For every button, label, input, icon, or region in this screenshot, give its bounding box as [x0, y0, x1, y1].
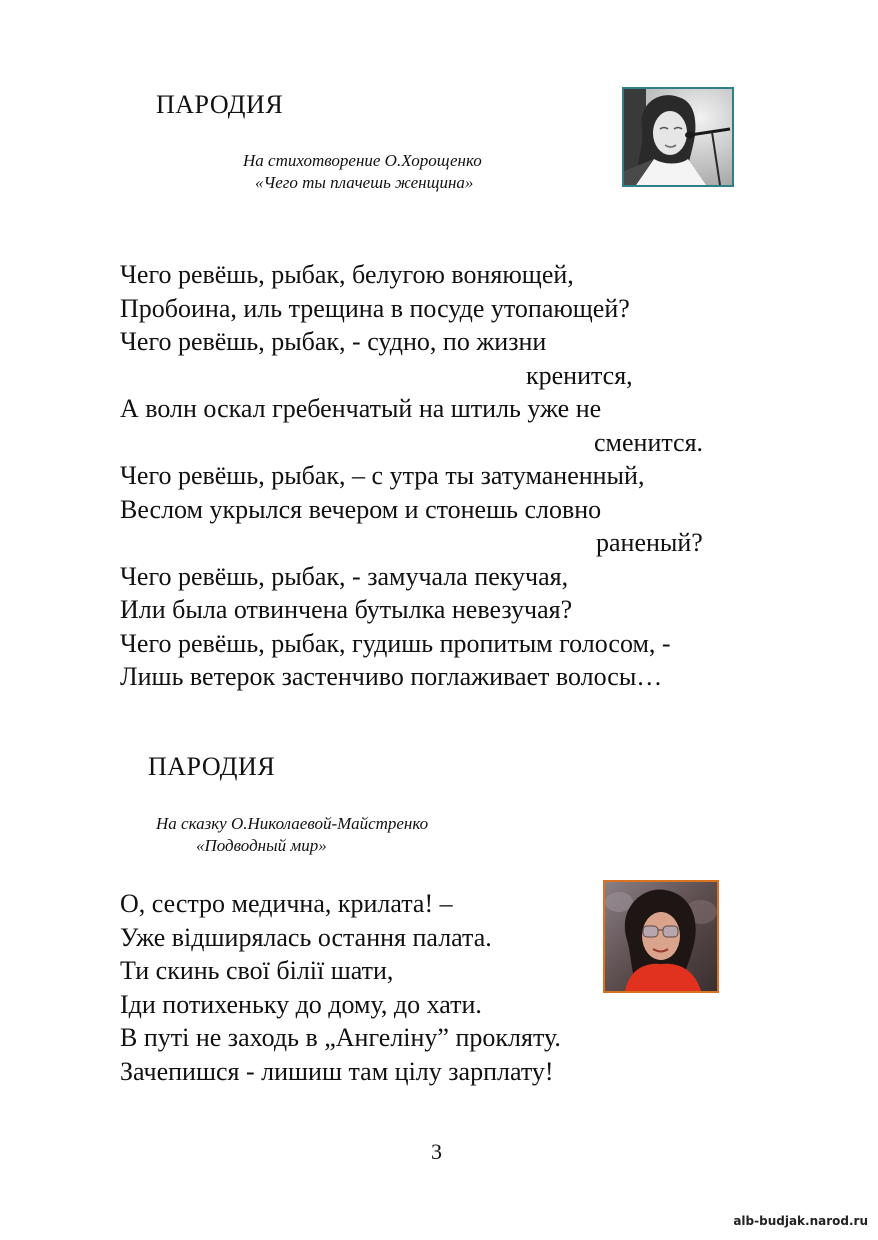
- parody2-subtitle-line1: На сказку О.Николаевой-Майстренко: [156, 814, 429, 833]
- verse-line: Чего ревёшь, рыбак, - судно, по жизни: [120, 327, 547, 356]
- parody1-verse: [120, 258, 780, 694]
- verse-line: Пробоина, иль трещина в посуде утопающей?: [120, 293, 630, 323]
- verse-line: О, сестро медична, крилата! –: [120, 889, 453, 918]
- verse-line: А волн оскал гребенчатый на штиль уже не: [120, 394, 602, 423]
- verse-line: Чего ревёшь, рыбак, - замучала пекучая,: [120, 561, 569, 591]
- parody2-verse: [120, 887, 660, 1088]
- portrait-woman-microphone-image: [624, 89, 732, 185]
- verse-line: Чего ревёшь, рыбак, – с утра ты затуманенный,: [120, 461, 645, 490]
- parody1-subtitle: [243, 150, 482, 194]
- parody1-title: ПАРОДИЯ: [156, 90, 284, 119]
- verse-line: сменится.: [594, 427, 704, 457]
- parody1-subtitle-line1: На стихотворение О.Хорощенко: [243, 151, 482, 170]
- verse-line: раненый?: [596, 528, 703, 557]
- verse-line: Зачепишся - лишиш там цілу зарплату!: [120, 1056, 554, 1086]
- parody1-subtitle-line2: «Чего ты плачешь женщина»: [255, 173, 474, 192]
- verse-line: Ти скинь свої білії шати,: [120, 956, 394, 985]
- verse-line: Или была отвинчена бутылка невезучая?: [120, 595, 573, 624]
- verse-line: Чего ревёшь, рыбак, гудишь пропитым голосом, -: [120, 628, 671, 658]
- verse-line: Веслом укрылся вечером и стонешь словно: [120, 494, 602, 524]
- verse-line: В путі не заходь в „Ангеліну” прокляту.: [120, 1023, 561, 1052]
- verse-line: кренится,: [526, 360, 633, 390]
- verse-line: Лишь ветерок застенчиво поглаживает волосы…: [120, 662, 663, 691]
- site-watermark: alb-budjak.narod.ru: [733, 1214, 868, 1228]
- parody2-title: ПАРОДИЯ: [148, 752, 276, 781]
- page-number: 3: [431, 1139, 442, 1164]
- verse-line: Іди потихеньку до дому, до хати.: [120, 989, 482, 1019]
- verse-line: Чего ревёшь, рыбак, белугою воняющей,: [120, 260, 574, 289]
- author-photo-1: [622, 87, 734, 187]
- parody2-subtitle-line2: «Подводный мир»: [196, 836, 327, 855]
- parody2-subtitle: [156, 813, 428, 857]
- verse-line: Уже відширялась остання палата.: [120, 922, 492, 952]
